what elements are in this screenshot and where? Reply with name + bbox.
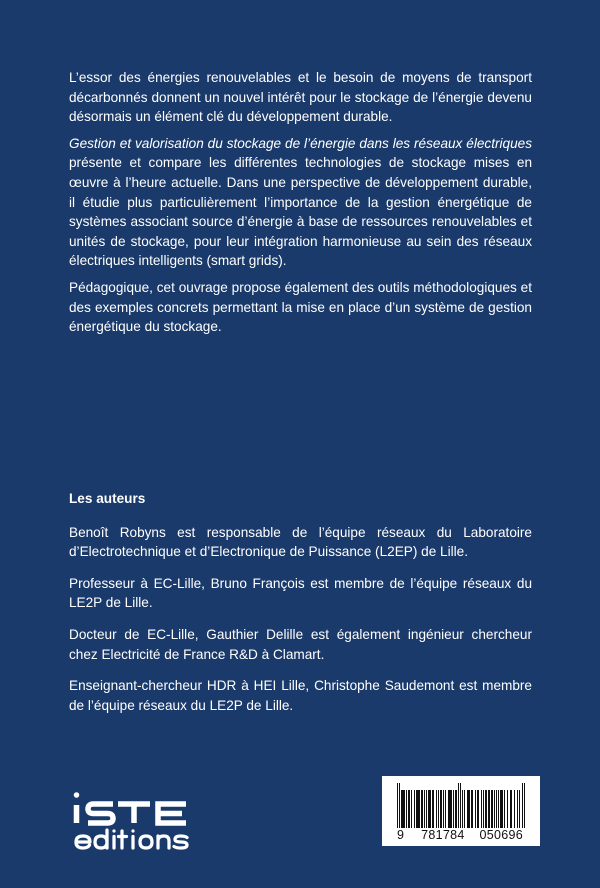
book-title-italic: Gestion et valorisation du stockage de l’énergie dans les réseaux électriques (69, 135, 532, 151)
barcode-digits (397, 829, 525, 842)
author-bio: Docteur de EC-Lille, Gauthier Delille est également ingénieur chercheur chez Electricité de France R&D à Clamart. (69, 626, 532, 662)
blurb-section (69, 68, 532, 337)
barcode-digit-group: 050696 (479, 828, 523, 842)
author-bio: Professeur à EC-Lille, Bruno François est membre de l’équipe réseaux du LE2P de Lille. (69, 575, 532, 611)
barcode-inner (397, 783, 525, 842)
blurb-paragraph-2 (69, 134, 532, 271)
blurb-paragraph-1: L’essor des énergies renouvelables et le besoin de moyens de transport décarbonnés donnent un nouvel intérêt pour le stockage de l’énergie devenu désormais un élément clé du développement durable. (69, 70, 532, 125)
barcode-digit-group: 781784 (421, 828, 465, 842)
iste-editions-logo (70, 786, 200, 856)
ean13-barcode-icon (382, 776, 540, 846)
barcode-digit-group: 9 (397, 828, 405, 842)
barcode-bars (397, 783, 525, 828)
author-bio: Enseignant-chercheur HDR à HEI Lille, Christophe Saudemont est membre de l’équipe réseaux du LE2P de Lille. (69, 678, 532, 713)
authors-section (69, 489, 532, 715)
author-bio: Benoît Robyns est responsable de l’équipe réseaux du Laboratoire d’Electrotechnique et d’Electronique de Puissance (L2EP) de Lille. (69, 524, 532, 560)
blurb-paragraph-3: Pédagogique, cet ouvrage propose également des outils méthodologiques et des exemples concrets permettant la mise en place d’un système de gestion énergétique du stockage. (69, 279, 532, 335)
authors-heading: Les auteurs (69, 491, 146, 506)
blurb-paragraph-2-rest: présente et compare les différentes technologies de stockage mises en œuvre à l’heure actuelle. Dans une perspective de développement durable, il étudie plus particulièrement l’importance de la gestion énergétique de systèmes associant source d’énergie à base de ressources renouvelables et unités de stockage, pour leur intégration harmonieuse au sein des réseaux électriques intelligents (smart grids). (69, 155, 532, 269)
